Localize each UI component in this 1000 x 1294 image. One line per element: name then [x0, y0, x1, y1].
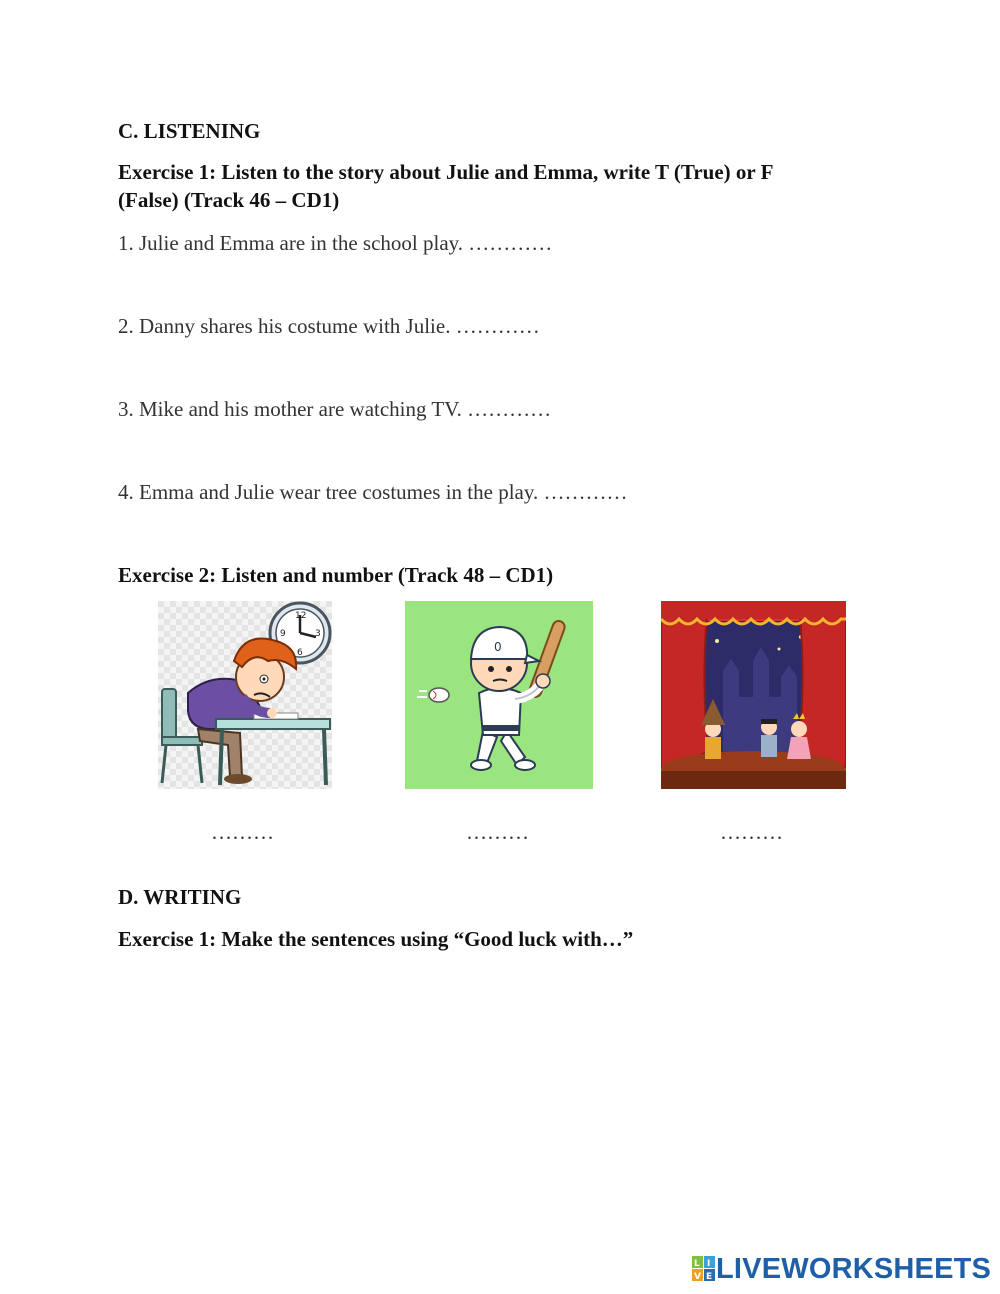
exercise1-item-3: 3. Mike and his mother are watching TV. ………… [118, 397, 552, 421]
picture-2-number-blank[interactable]: ……… [466, 820, 529, 844]
exercise1-item-2: 2. Danny shares his costume with Julie. ………… [118, 314, 540, 338]
boy-studying-image [158, 601, 332, 789]
badge-letter-l: L [694, 1259, 700, 1269]
baseball-player-image [405, 601, 593, 789]
picture-3-number-blank[interactable]: ……… [720, 820, 783, 844]
exercise1-title-line1: Exercise 1: Listen to the story about Julie and Emma, write T (True) or F [118, 160, 774, 184]
exercise1-item-4: 4. Emma and Julie wear tree costumes in the play. ………… [118, 480, 628, 504]
school-play-stage-image [661, 601, 846, 789]
badge-letter-e: E [706, 1272, 713, 1282]
svg-text:3: 3 [315, 629, 321, 639]
writing-exercise1-title: Exercise 1: Make the sentences using “Good luck with…” [118, 927, 634, 951]
svg-text:0: 0 [494, 640, 502, 654]
section-title-listening: C. LISTENING [118, 119, 261, 143]
liveworksheets-logo-text: LIVEWORKSHEETS [716, 1252, 992, 1285]
badge-letter-v: V [694, 1272, 701, 1282]
badge-letter-i: I [707, 1259, 711, 1269]
svg-text:9: 9 [280, 629, 286, 639]
exercise1-title-line2: (False) (Track 46 – CD1) [118, 188, 340, 212]
liveworksheets-badge-icon [692, 1256, 716, 1282]
svg-text:6: 6 [297, 648, 303, 658]
exercise1-item-1: 1. Julie and Emma are in the school play. ………… [118, 231, 553, 255]
liveworksheets-logo [692, 1252, 991, 1286]
section-title-writing: D. WRITING [118, 885, 242, 909]
picture-1-number-blank[interactable]: ……… [211, 820, 274, 844]
exercise2-title: Exercise 2: Listen and number (Track 48 – CD1) [118, 563, 554, 587]
svg-text:12: 12 [295, 611, 307, 621]
